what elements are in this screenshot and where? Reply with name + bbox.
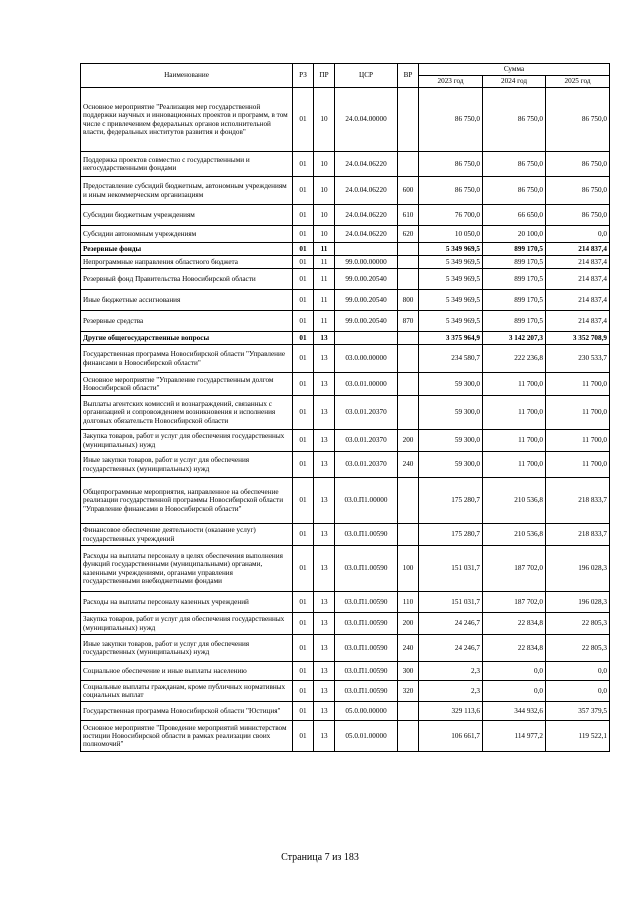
cell-2025: 214 837,4	[546, 290, 610, 311]
cell-rz: 01	[293, 721, 314, 752]
cell-name: Государственная программа Новосибирской области "Управление финансами в Новосибирской области"	[81, 345, 293, 373]
cell-2023: 86 750,0	[419, 88, 483, 152]
cell-name: Выплаты агентских комиссий и вознаграждений, связанных с организацией и сопровождением возникновения и исполнения долговых обязательств Новосибирской области	[81, 396, 293, 430]
cell-csr: 03.0.П1.00590	[335, 546, 398, 592]
cell-rz: 01	[293, 177, 314, 205]
cell-pr: 13	[314, 345, 335, 373]
cell-2023: 59 300,0	[419, 396, 483, 430]
cell-2024: 11 700,0	[483, 452, 546, 478]
cell-rz: 01	[293, 452, 314, 478]
table-row	[81, 226, 610, 243]
cell-2024: 222 236,8	[483, 345, 546, 373]
cell-pr: 13	[314, 396, 335, 430]
cell-2024: 187 702,0	[483, 592, 546, 613]
page-footer: Страница 7 из 183	[281, 852, 359, 863]
cell-2024: 210 536,8	[483, 478, 546, 524]
cell-csr: 24.0.04.06220	[335, 226, 398, 243]
cell-rz: 01	[293, 269, 314, 290]
cell-2023: 10 050,0	[419, 226, 483, 243]
cell-2023: 24 246,7	[419, 635, 483, 662]
cell-name: Резервные средства	[81, 311, 293, 332]
cell-pr: 11	[314, 311, 335, 332]
cell-2025: 119 522,1	[546, 721, 610, 752]
cell-vr: 870	[398, 311, 419, 332]
cell-pr: 10	[314, 88, 335, 152]
cell-2023: 106 661,7	[419, 721, 483, 752]
cell-rz: 01	[293, 243, 314, 256]
table-row	[81, 311, 610, 332]
cell-2024: 22 834,8	[483, 613, 546, 635]
cell-rz: 01	[293, 478, 314, 524]
cell-2023: 86 750,0	[419, 177, 483, 205]
cell-csr: 99.0.00.00000	[335, 256, 398, 269]
cell-2023: 24 246,7	[419, 613, 483, 635]
cell-2025: 214 837,4	[546, 256, 610, 269]
cell-rz: 01	[293, 613, 314, 635]
cell-pr: 10	[314, 205, 335, 226]
cell-2024: 899 170,5	[483, 256, 546, 269]
cell-vr: 100	[398, 546, 419, 592]
cell-2024: 210 536,8	[483, 524, 546, 546]
cell-pr: 13	[314, 721, 335, 752]
cell-2024: 86 750,0	[483, 177, 546, 205]
cell-pr: 13	[314, 478, 335, 524]
cell-2023: 59 300,0	[419, 430, 483, 452]
cell-csr: 03.0.01.00000	[335, 373, 398, 396]
cell-csr: 99.0.00.20540	[335, 290, 398, 311]
cell-2024: 187 702,0	[483, 546, 546, 592]
cell-vr: 240	[398, 635, 419, 662]
cell-2023: 175 280,7	[419, 524, 483, 546]
cell-2024: 66 650,0	[483, 205, 546, 226]
cell-vr	[398, 243, 419, 256]
cell-name: Социальные выплаты гражданам, кроме публичных нормативных социальных выплат	[81, 681, 293, 702]
cell-2025: 218 833,7	[546, 478, 610, 524]
cell-rz: 01	[293, 662, 314, 681]
cell-2024: 11 700,0	[483, 373, 546, 396]
table-row	[81, 613, 610, 635]
header-2024: 2024 год	[483, 76, 546, 88]
cell-2023: 175 280,7	[419, 478, 483, 524]
cell-pr: 13	[314, 662, 335, 681]
cell-2025: 3 352 708,9	[546, 332, 610, 345]
table-row	[81, 373, 610, 396]
cell-2025: 22 805,3	[546, 613, 610, 635]
cell-vr: 200	[398, 613, 419, 635]
cell-rz: 01	[293, 635, 314, 662]
cell-2025: 11 700,0	[546, 452, 610, 478]
cell-2025: 11 700,0	[546, 430, 610, 452]
cell-2024: 86 750,0	[483, 88, 546, 152]
cell-rz: 01	[293, 152, 314, 177]
cell-2025: 86 750,0	[546, 152, 610, 177]
cell-vr: 610	[398, 205, 419, 226]
cell-2025: 86 750,0	[546, 205, 610, 226]
cell-vr: 320	[398, 681, 419, 702]
header-2023: 2023 год	[419, 76, 483, 88]
cell-2023: 2,3	[419, 662, 483, 681]
cell-csr: 05.0.01.00000	[335, 721, 398, 752]
cell-name: Основное мероприятие "Управление государственным долгом Новосибирской области"	[81, 373, 293, 396]
cell-rz: 01	[293, 256, 314, 269]
cell-vr	[398, 88, 419, 152]
table-row	[81, 205, 610, 226]
cell-vr	[398, 702, 419, 721]
cell-rz: 01	[293, 205, 314, 226]
cell-name: Общепрограммные мероприятия, направленное на обеспечение реализации государственной программы Новосибирской области "Управление финансами в Новосибирской области"	[81, 478, 293, 524]
cell-csr: 24.0.04.06220	[335, 177, 398, 205]
cell-2025: 11 700,0	[546, 373, 610, 396]
cell-csr: 03.0.П1.00000	[335, 478, 398, 524]
cell-csr: 03.0.П1.00590	[335, 662, 398, 681]
cell-2025: 196 028,3	[546, 592, 610, 613]
cell-2025: 0,0	[546, 226, 610, 243]
cell-name: Иные бюджетные ассигнования	[81, 290, 293, 311]
header-pr: ПР	[314, 64, 335, 88]
cell-name: Иные закупки товаров, работ и услуг для обеспечения государственных (муниципальных) нужд	[81, 452, 293, 478]
table-row	[81, 592, 610, 613]
cell-name: Закупка товаров, работ и услуг для обеспечения государственных (муниципальных) нужд	[81, 613, 293, 635]
cell-2023: 59 300,0	[419, 373, 483, 396]
cell-2025: 0,0	[546, 681, 610, 702]
cell-2023: 5 349 969,5	[419, 243, 483, 256]
cell-2024: 344 932,6	[483, 702, 546, 721]
header-vr: ВР	[398, 64, 419, 88]
cell-pr: 13	[314, 635, 335, 662]
cell-name: Непрограммные направления областного бюджета	[81, 256, 293, 269]
cell-2023: 234 580,7	[419, 345, 483, 373]
cell-csr: 24.0.04.06220	[335, 205, 398, 226]
cell-csr	[335, 243, 398, 256]
cell-2025: 0,0	[546, 662, 610, 681]
cell-vr: 240	[398, 452, 419, 478]
cell-rz: 01	[293, 311, 314, 332]
cell-2024: 22 834,8	[483, 635, 546, 662]
cell-2023: 151 031,7	[419, 592, 483, 613]
cell-2025: 214 837,4	[546, 269, 610, 290]
cell-csr	[335, 332, 398, 345]
cell-vr: 300	[398, 662, 419, 681]
cell-rz: 01	[293, 430, 314, 452]
table-row	[81, 269, 610, 290]
cell-2025: 22 805,3	[546, 635, 610, 662]
cell-name: Расходы на выплаты персоналу казенных учреждений	[81, 592, 293, 613]
cell-name: Закупка товаров, работ и услуг для обеспечения государственных (муниципальных) нужд	[81, 430, 293, 452]
cell-rz: 01	[293, 396, 314, 430]
table-row	[81, 152, 610, 177]
cell-2025: 357 379,5	[546, 702, 610, 721]
cell-2024: 0,0	[483, 662, 546, 681]
cell-2025: 214 837,4	[546, 311, 610, 332]
cell-name: Субсидии автономным учреждениям	[81, 226, 293, 243]
cell-vr	[398, 332, 419, 345]
cell-2024: 11 700,0	[483, 430, 546, 452]
cell-rz: 01	[293, 290, 314, 311]
table-row	[81, 452, 610, 478]
cell-vr: 110	[398, 592, 419, 613]
cell-2024: 899 170,5	[483, 290, 546, 311]
cell-pr: 13	[314, 452, 335, 478]
cell-2023: 5 349 969,5	[419, 256, 483, 269]
cell-2024: 3 142 207,3	[483, 332, 546, 345]
cell-2024: 86 750,0	[483, 152, 546, 177]
cell-vr	[398, 269, 419, 290]
table-row	[81, 681, 610, 702]
cell-2025: 86 750,0	[546, 88, 610, 152]
cell-rz: 01	[293, 546, 314, 592]
cell-2024: 899 170,5	[483, 269, 546, 290]
cell-2023: 5 349 969,5	[419, 311, 483, 332]
cell-2023: 2,3	[419, 681, 483, 702]
cell-name: Социальное обеспечение и иные выплаты населению	[81, 662, 293, 681]
cell-csr: 03.0.П1.00590	[335, 592, 398, 613]
budget-table	[80, 63, 610, 752]
table-row	[81, 332, 610, 345]
table-row	[81, 721, 610, 752]
cell-name: Поддержка проектов совместно с государственными и негосударственными фондами	[81, 152, 293, 177]
cell-csr: 03.0.01.20370	[335, 396, 398, 430]
cell-pr: 13	[314, 592, 335, 613]
cell-2024: 899 170,5	[483, 243, 546, 256]
cell-2024: 20 100,0	[483, 226, 546, 243]
cell-vr	[398, 478, 419, 524]
cell-csr: 99.0.00.20540	[335, 311, 398, 332]
cell-csr: 03.0.П1.00590	[335, 613, 398, 635]
cell-name: Другие общегосударственные вопросы	[81, 332, 293, 345]
cell-2023: 5 349 969,5	[419, 269, 483, 290]
table-row	[81, 524, 610, 546]
table-row	[81, 702, 610, 721]
cell-2025: 214 837,4	[546, 243, 610, 256]
table-row	[81, 396, 610, 430]
cell-rz: 01	[293, 524, 314, 546]
cell-csr: 03.0.00.00000	[335, 345, 398, 373]
table-row	[81, 345, 610, 373]
table-row	[81, 635, 610, 662]
table-row	[81, 478, 610, 524]
cell-csr: 99.0.00.20540	[335, 269, 398, 290]
cell-vr	[398, 345, 419, 373]
cell-2025: 196 028,3	[546, 546, 610, 592]
table-row	[81, 662, 610, 681]
cell-csr: 03.0.01.20370	[335, 452, 398, 478]
cell-pr: 11	[314, 269, 335, 290]
cell-pr: 13	[314, 681, 335, 702]
cell-2023: 329 113,6	[419, 702, 483, 721]
header-sum: Сумма	[419, 64, 610, 76]
cell-pr: 10	[314, 226, 335, 243]
table-row	[81, 290, 610, 311]
cell-2025: 218 833,7	[546, 524, 610, 546]
cell-vr	[398, 524, 419, 546]
cell-csr: 24.0.04.06220	[335, 152, 398, 177]
cell-vr: 600	[398, 177, 419, 205]
cell-csr: 03.0.П1.00590	[335, 635, 398, 662]
cell-pr: 11	[314, 290, 335, 311]
cell-csr: 05.0.00.00000	[335, 702, 398, 721]
cell-pr: 13	[314, 702, 335, 721]
cell-rz: 01	[293, 702, 314, 721]
cell-vr	[398, 396, 419, 430]
cell-vr	[398, 152, 419, 177]
cell-2024: 0,0	[483, 681, 546, 702]
cell-2025: 230 533,7	[546, 345, 610, 373]
cell-vr: 800	[398, 290, 419, 311]
cell-pr: 13	[314, 524, 335, 546]
cell-2023: 3 375 964,9	[419, 332, 483, 345]
table-row	[81, 177, 610, 205]
cell-rz: 01	[293, 373, 314, 396]
header-2025: 2025 год	[546, 76, 610, 88]
cell-name: Резервный фонд Правительства Новосибирской области	[81, 269, 293, 290]
cell-csr: 24.0.04.00000	[335, 88, 398, 152]
cell-2024: 11 700,0	[483, 396, 546, 430]
cell-vr	[398, 373, 419, 396]
cell-rz: 01	[293, 332, 314, 345]
table-body	[81, 88, 610, 752]
cell-2023: 76 700,0	[419, 205, 483, 226]
cell-pr: 13	[314, 546, 335, 592]
cell-name: Расходы на выплаты персоналу в целях обеспечения выполнения функций государственными (муниципальными) органами, казенными учреждениями, органами управления государственными внебюджетными фондами	[81, 546, 293, 592]
cell-rz: 01	[293, 88, 314, 152]
cell-vr	[398, 721, 419, 752]
cell-name: Иные закупки товаров, работ и услуг для обеспечения государственных (муниципальных) нужд	[81, 635, 293, 662]
cell-rz: 01	[293, 226, 314, 243]
cell-name: Предоставление субсидий бюджетным, автономным учреждениям и иным некоммерческим организациям	[81, 177, 293, 205]
cell-csr: 03.0.П1.00590	[335, 681, 398, 702]
cell-2025: 11 700,0	[546, 396, 610, 430]
header-rz: РЗ	[293, 64, 314, 88]
header-csr: ЦСР	[335, 64, 398, 88]
table-row	[81, 243, 610, 256]
cell-2023: 151 031,7	[419, 546, 483, 592]
cell-name: Финансовое обеспечение деятельности (оказание услуг) государственных учреждений	[81, 524, 293, 546]
cell-2025: 86 750,0	[546, 177, 610, 205]
cell-name: Резервные фонды	[81, 243, 293, 256]
cell-pr: 10	[314, 177, 335, 205]
header-name: Наименование	[81, 64, 293, 88]
cell-csr: 03.0.01.20370	[335, 430, 398, 452]
cell-rz: 01	[293, 681, 314, 702]
cell-rz: 01	[293, 592, 314, 613]
cell-vr: 620	[398, 226, 419, 243]
cell-2024: 114 977,2	[483, 721, 546, 752]
table-row	[81, 430, 610, 452]
cell-csr: 03.0.П1.00590	[335, 524, 398, 546]
cell-pr: 10	[314, 152, 335, 177]
table-row	[81, 546, 610, 592]
cell-name: Государственная программа Новосибирской области "Юстиция"	[81, 702, 293, 721]
cell-pr: 13	[314, 332, 335, 345]
cell-2023: 5 349 969,5	[419, 290, 483, 311]
cell-name: Основное мероприятие "Проведение мероприятий министерством юстиции Новосибирской области в рамках реализации своих полномочий"	[81, 721, 293, 752]
cell-name: Субсидии бюджетным учреждениям	[81, 205, 293, 226]
cell-vr	[398, 256, 419, 269]
cell-pr: 11	[314, 243, 335, 256]
table-row	[81, 88, 610, 152]
cell-rz: 01	[293, 345, 314, 373]
cell-name: Основное мероприятие "Реализация мер государственной поддержки научных и инновационных проектов и программ, в том числе с привлечением федеральных органов исполнительной власти, федеральных институтов развития и фондов"	[81, 88, 293, 152]
cell-2023: 86 750,0	[419, 152, 483, 177]
table-row	[81, 256, 610, 269]
cell-pr: 11	[314, 256, 335, 269]
cell-pr: 13	[314, 430, 335, 452]
cell-pr: 13	[314, 613, 335, 635]
cell-pr: 13	[314, 373, 335, 396]
cell-2023: 59 300,0	[419, 452, 483, 478]
cell-vr: 200	[398, 430, 419, 452]
cell-2024: 899 170,5	[483, 311, 546, 332]
